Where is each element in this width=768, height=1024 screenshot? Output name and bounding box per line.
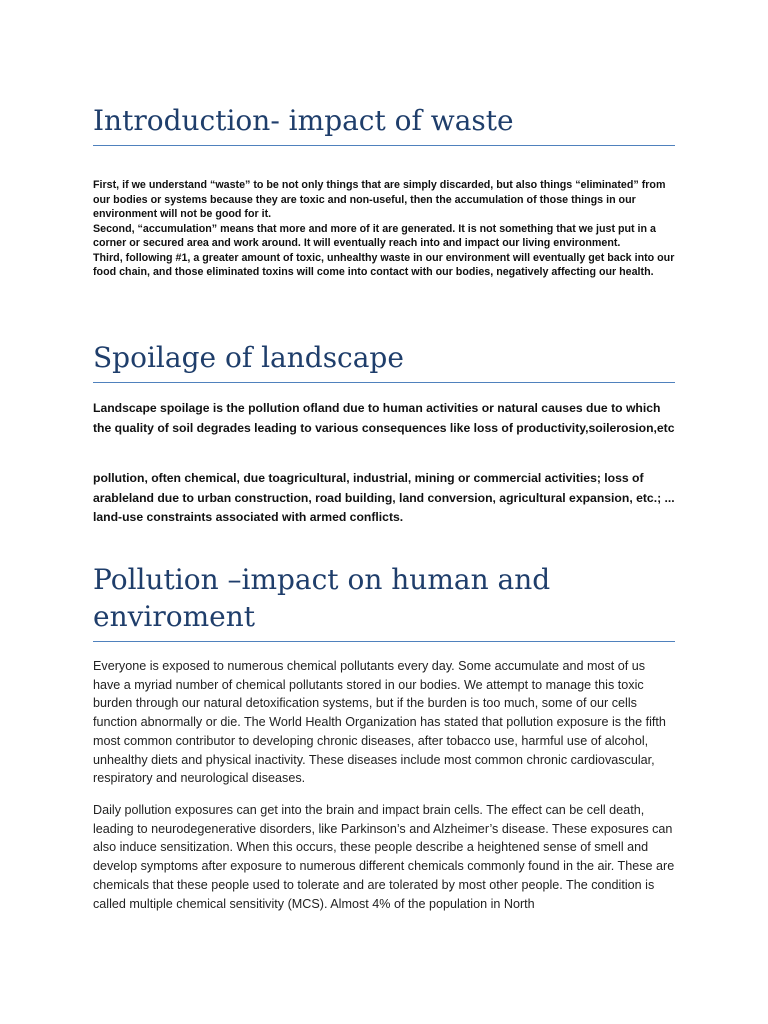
- intro-heading: Introduction- impact of waste: [93, 103, 675, 146]
- pollution-heading: Pollution –impact on human and enviroment: [93, 561, 675, 642]
- intro-paragraph-third: Third, following #1, a greater amount of toxic, unhealthy waste in our environment will eventually get back into our food chain, and those eliminated toxins will come into contact with our bodies, negatively affecting our health.: [93, 251, 675, 278]
- intro-paragraph-second: Second, “accumulation” means that more and more of it are generated. It is not something that we just put in a corner or secured area and work around. It will eventually reach into and impact our living environment.: [93, 222, 656, 249]
- pollution-paragraph-first: Everyone is exposed to numerous chemical pollutants every day. Some accumulate and most of us have a myriad number of chemical pollutants stored in our bodies. We attempt to manage this toxic burden through our natural detoxification systems, but if the burden is too much, some of our cells function abnormally or die. The World Health Organization has stated that pollution exposure is the fifth most common contributor to developing chronic diseases, after tobacco use, harmful use of alcohol, unhealthy diets and physical inactivity. These diseases include most common chronic cardiovascular, respiratory and neurological diseases.: [93, 659, 666, 786]
- spoilage-paragraph-second: pollution, often chemical, due toagricultural, industrial, mining or commercial activities; loss of arableland due to urban construction, road building, land conversion, agricultural expansion, etc.; ... land-use constraints associated with armed conflicts.: [93, 471, 675, 525]
- spoilage-heading: Spoilage of landscape: [93, 340, 675, 383]
- pollution-paragraph-second: Daily pollution exposures can get into the brain and impact brain cells. The effect can be cell death, leading to neurodegenerative disorders, like Parkinson’s and Alzheimer’s disease. These exposures can also induce sensitization. When this occurs, these people describe a heightened sense of smell and develop symptoms after exposure to numerous different chemicals commonly found in the air. These are chemicals that these people used to tolerate and are tolerated by most other people. The condition is called multiple chemical sensitivity (MCS). Almost 4% of the population in North: [93, 803, 675, 911]
- spoilage-paragraph-first: Landscape spoilage is the pollution ofland due to human activities or natural causes due to which the quality of soil degrades leading to various consequences like loss of productivity,soilerosion,etc: [93, 401, 675, 435]
- intro-text-block: [93, 178, 675, 280]
- intro-paragraph-first: First, if we understand “waste” to be not only things that are simply discarded, but also things “eliminated” from our bodies or systems because they are toxic and non-useful, then the accumulation of those things in our environment will not be good for it.: [93, 179, 666, 220]
